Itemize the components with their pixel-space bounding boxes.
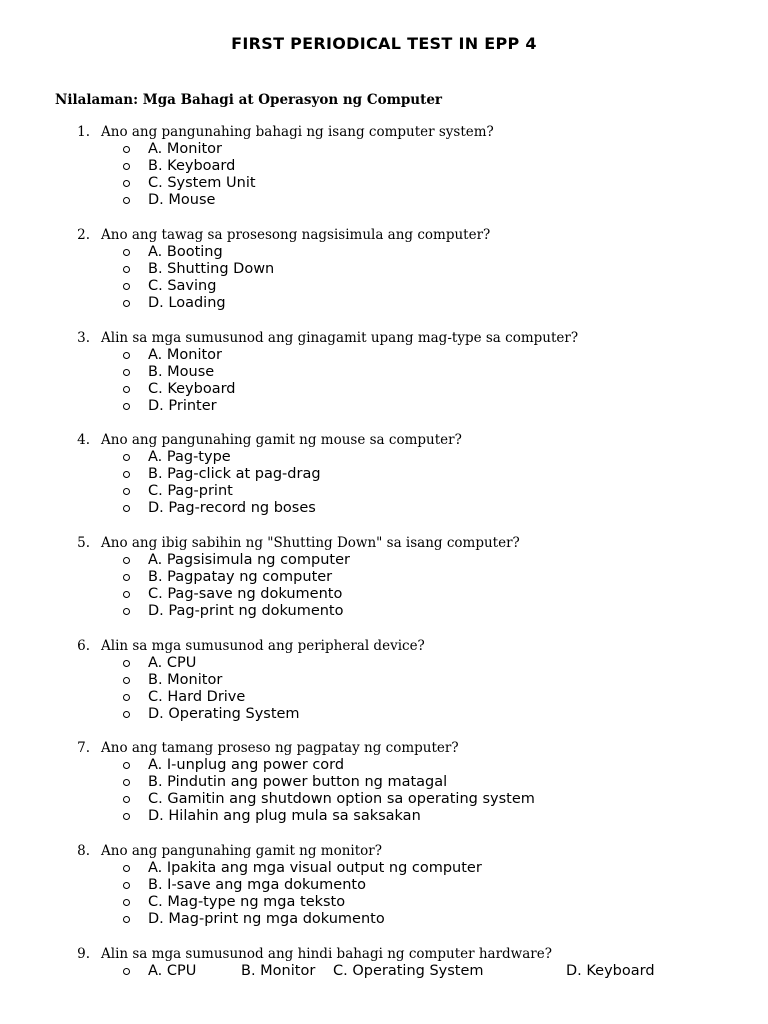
option-item — [0, 365, 768, 382]
circle-bullet-icon — [123, 300, 130, 307]
circle-bullet-icon — [123, 180, 130, 187]
option-item — [0, 484, 768, 501]
option-text: C. Pag-save ng dokumento — [148, 586, 343, 602]
circle-bullet-icon — [123, 163, 130, 170]
circle-bullet-icon — [123, 711, 130, 718]
option-text: C. Operating System — [333, 963, 484, 979]
option-item — [0, 159, 768, 176]
option-item — [0, 501, 768, 518]
option-text: C. Keyboard — [148, 381, 236, 397]
option-text: B. Monitor — [241, 963, 316, 979]
option-text: C. Hard Drive — [148, 689, 246, 705]
circle-bullet-icon — [123, 882, 130, 889]
option-text: D. Printer — [148, 398, 217, 414]
section-heading: Nilalaman: Mga Bahagi at Operasyon ng Computer — [55, 92, 443, 108]
option-text: B. Keyboard — [148, 158, 236, 174]
option-text: C. System Unit — [148, 175, 256, 191]
option-text: A. I-unplug ang power cord — [148, 757, 345, 773]
question-number: 7. — [77, 740, 90, 756]
option-item — [0, 758, 768, 775]
option-text: B. I-save ang mga dokumento — [148, 877, 366, 893]
question-number: 6. — [77, 638, 90, 654]
option-text: A. Pagsisimula ng computer — [148, 552, 351, 568]
circle-bullet-icon — [123, 369, 130, 376]
option-text: A. Pag-type — [148, 449, 231, 465]
question-text: Ano ang tamang proseso ng pagpatay ng computer? — [101, 740, 459, 756]
option-item — [0, 587, 768, 604]
option-text: A. Monitor — [148, 141, 223, 157]
option-text: A. Monitor — [148, 347, 223, 363]
option-text: A. CPU — [148, 655, 197, 671]
circle-bullet-icon — [123, 608, 130, 615]
question-number: 1. — [77, 124, 90, 140]
circle-bullet-icon — [123, 283, 130, 290]
option-item — [0, 399, 768, 416]
circle-bullet-icon — [123, 197, 130, 204]
option-text: C. Pag-print — [148, 483, 233, 499]
circle-bullet-icon — [123, 249, 130, 256]
option-row — [0, 964, 768, 981]
option-text: D. Keyboard — [566, 963, 655, 979]
question-number: 3. — [77, 330, 90, 346]
option-item — [0, 553, 768, 570]
option-item — [0, 176, 768, 193]
option-text: B. Shutting Down — [148, 261, 275, 277]
circle-bullet-icon — [123, 762, 130, 769]
circle-bullet-icon — [123, 865, 130, 872]
circle-bullet-icon — [123, 968, 130, 975]
option-item — [0, 450, 768, 467]
circle-bullet-icon — [123, 146, 130, 153]
option-item — [0, 809, 768, 826]
option-item — [0, 382, 768, 399]
question-number: 9. — [77, 946, 90, 962]
option-item — [0, 193, 768, 210]
circle-bullet-icon — [123, 591, 130, 598]
option-item — [0, 570, 768, 587]
question-number: 8. — [77, 843, 90, 859]
circle-bullet-icon — [123, 471, 130, 478]
circle-bullet-icon — [123, 899, 130, 906]
option-text: D. Pag-print ng dokumento — [148, 603, 344, 619]
option-item — [0, 912, 768, 929]
question-number: 5. — [77, 535, 90, 551]
question-number: 2. — [77, 227, 90, 243]
option-item — [0, 775, 768, 792]
option-text: B. Pag-click at pag-drag — [148, 466, 321, 482]
option-item — [0, 707, 768, 724]
option-item — [0, 690, 768, 707]
question-text: Ano ang pangunahing gamit ng monitor? — [101, 843, 382, 859]
option-text: D. Loading — [148, 295, 226, 311]
option-text: C. Mag-type ng mga teksto — [148, 894, 346, 910]
circle-bullet-icon — [123, 660, 130, 667]
option-item — [0, 142, 768, 159]
option-item — [0, 262, 768, 279]
question-text: Ano ang ibig sabihin ng "Shutting Down" sa isang computer? — [101, 535, 520, 551]
question-text: Alin sa mga sumusunod ang ginagamit upang mag-type sa computer? — [101, 330, 579, 346]
option-item — [0, 656, 768, 673]
option-text: B. Pindutin ang power button ng matagal — [148, 774, 448, 790]
option-item — [0, 861, 768, 878]
circle-bullet-icon — [123, 386, 130, 393]
circle-bullet-icon — [123, 488, 130, 495]
option-text: D. Mag-print ng mga dokumento — [148, 911, 385, 927]
option-item — [0, 296, 768, 313]
option-text: B. Monitor — [148, 672, 223, 688]
test-title: FIRST PERIODICAL TEST IN EPP 4 — [231, 34, 537, 53]
option-item — [0, 673, 768, 690]
option-text: D. Operating System — [148, 706, 300, 722]
option-text: A. Ipakita ang mga visual output ng computer — [148, 860, 482, 876]
option-text: C. Gamitin ang shutdown option sa operating system — [148, 791, 535, 807]
circle-bullet-icon — [123, 403, 130, 410]
circle-bullet-icon — [123, 779, 130, 786]
circle-bullet-icon — [123, 557, 130, 564]
circle-bullet-icon — [123, 813, 130, 820]
option-item — [0, 245, 768, 262]
circle-bullet-icon — [123, 694, 130, 701]
question-number: 4. — [77, 432, 90, 448]
circle-bullet-icon — [123, 916, 130, 923]
option-item — [0, 279, 768, 296]
circle-bullet-icon — [123, 266, 130, 273]
circle-bullet-icon — [123, 352, 130, 359]
option-item — [0, 348, 768, 365]
question-text: Alin sa mga sumusunod ang hindi bahagi ng computer hardware? — [101, 946, 552, 962]
circle-bullet-icon — [123, 454, 130, 461]
circle-bullet-icon — [123, 677, 130, 684]
option-item — [0, 467, 768, 484]
circle-bullet-icon — [123, 574, 130, 581]
question-text: Alin sa mga sumusunod ang peripheral device? — [101, 638, 425, 654]
circle-bullet-icon — [123, 796, 130, 803]
question-text: Ano ang pangunahing bahagi ng isang computer system? — [101, 124, 494, 140]
option-item — [0, 792, 768, 809]
option-item — [0, 604, 768, 621]
option-item — [0, 878, 768, 895]
option-text: D. Hilahin ang plug mula sa saksakan — [148, 808, 421, 824]
option-text: C. Saving — [148, 278, 217, 294]
option-item — [0, 895, 768, 912]
question-text: Ano ang pangunahing gamit ng mouse sa computer? — [101, 432, 462, 448]
option-text: B. Mouse — [148, 364, 215, 380]
circle-bullet-icon — [123, 505, 130, 512]
option-text: B. Pagpatay ng computer — [148, 569, 333, 585]
option-text: A. Booting — [148, 244, 223, 260]
option-text: D. Pag-record ng boses — [148, 500, 316, 516]
option-text: D. Mouse — [148, 192, 216, 208]
question-text: Ano ang tawag sa prosesong nagsisimula ang computer? — [101, 227, 491, 243]
option-text: A. CPU — [148, 963, 197, 979]
